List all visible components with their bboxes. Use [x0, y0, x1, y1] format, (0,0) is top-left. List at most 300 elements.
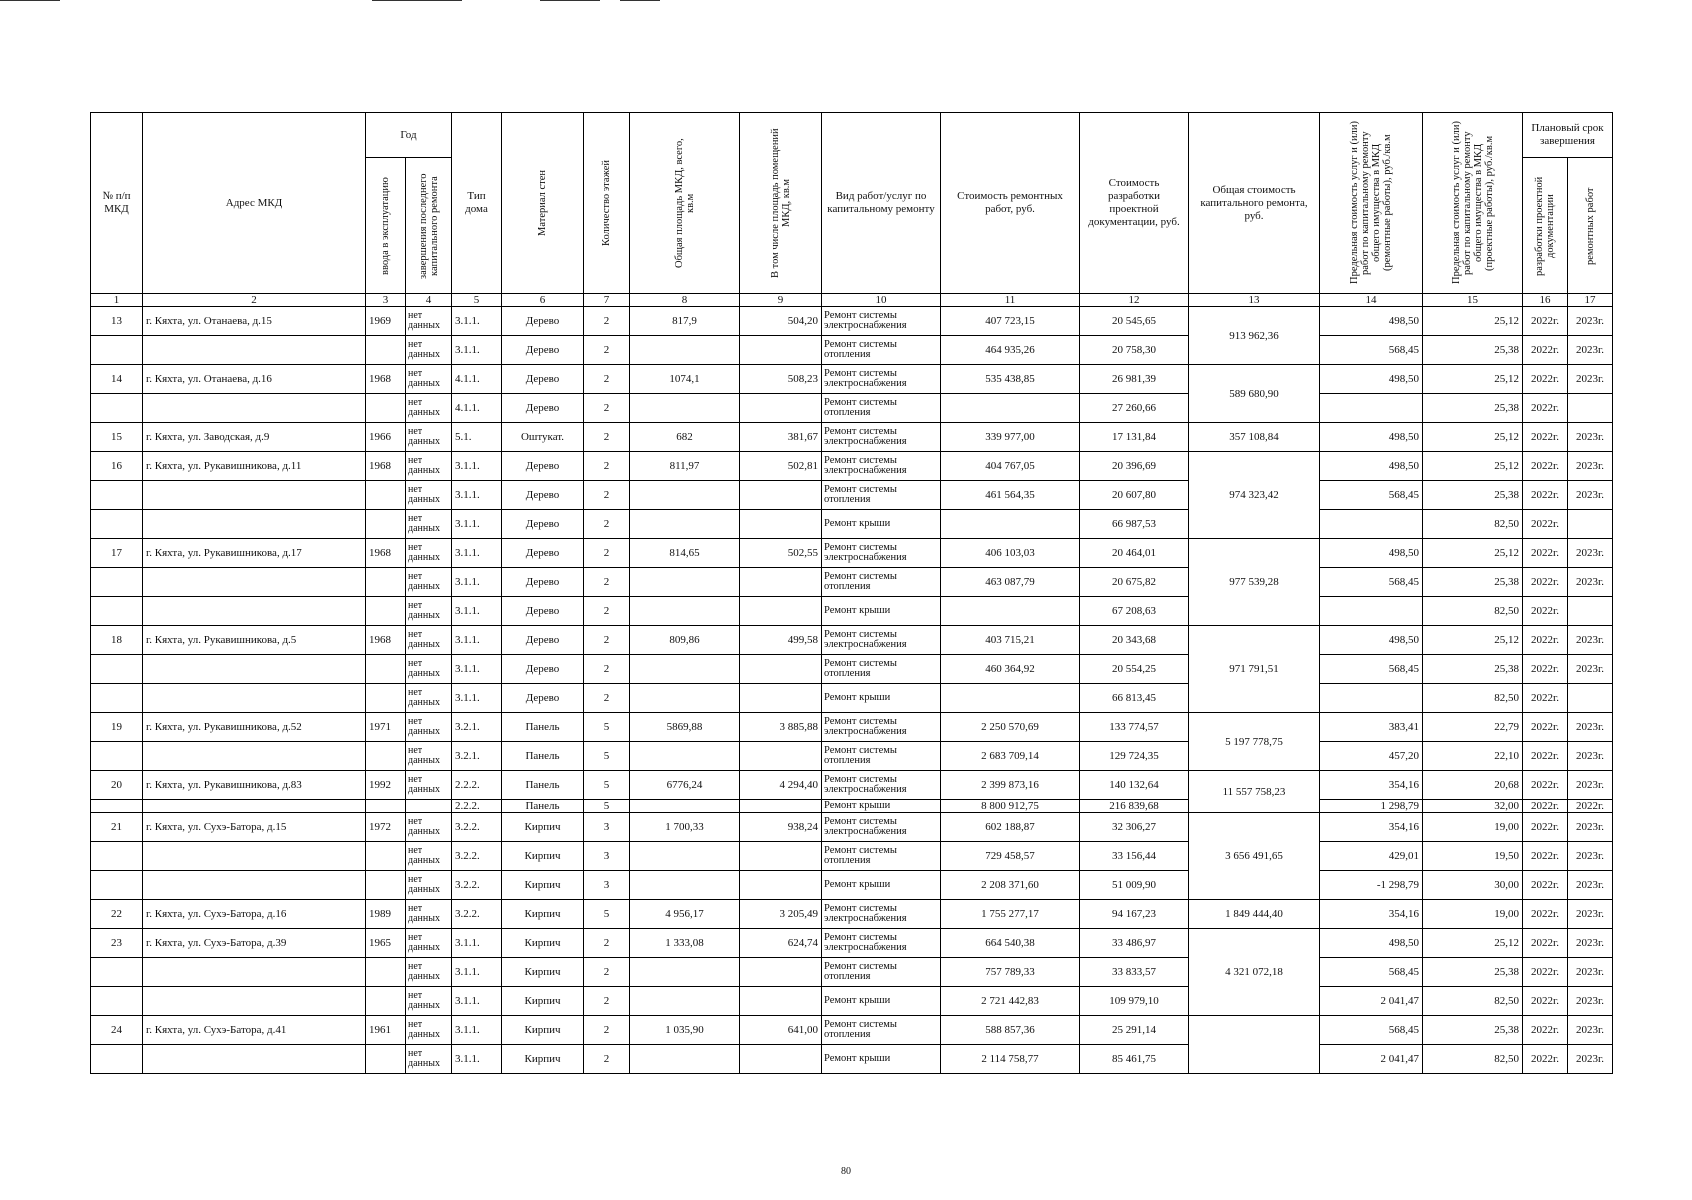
repair-cost [941, 394, 1080, 423]
repair-cost: 2 399 873,16 [941, 771, 1080, 800]
term-repair: 2023г. [1568, 481, 1613, 510]
house-type: 3.1.1. [452, 655, 502, 684]
term-design: 2022г. [1523, 597, 1568, 626]
term-repair: 2023г. [1568, 452, 1613, 481]
term-design: 2022г. [1523, 365, 1568, 394]
total-area [630, 871, 740, 900]
premises-area [740, 568, 822, 597]
term-design: 2022г. [1523, 813, 1568, 842]
header-term-design: разработки проектной документации [1534, 175, 1556, 276]
limit-repair-cost: 498,50 [1320, 626, 1423, 655]
last-repair-year: нет данных [406, 684, 452, 713]
wall-material: Дерево [502, 394, 584, 423]
total-area: 1 700,33 [630, 813, 740, 842]
house-address [143, 742, 366, 771]
column-number: 9 [740, 294, 822, 307]
term-repair: 2023г. [1568, 1016, 1613, 1045]
limit-design-cost: 25,38 [1423, 958, 1523, 987]
repair-cost [941, 684, 1080, 713]
house-address: г. Кяхта, ул. Рукавишникова, д.11 [143, 452, 366, 481]
header-floors: Количество этажей [601, 160, 612, 246]
repair-cost: 2 208 371,60 [941, 871, 1080, 900]
last-repair-year: нет данных [406, 307, 452, 336]
work-type: Ремонт системы отопления [822, 1016, 941, 1045]
work-type: Ремонт системы электроснабжения [822, 423, 941, 452]
repair-cost: 535 438,85 [941, 365, 1080, 394]
wall-material: Дерево [502, 365, 584, 394]
limit-design-cost: 25,12 [1423, 626, 1523, 655]
house-address [143, 597, 366, 626]
last-repair-year: нет данных [406, 987, 452, 1016]
premises-area: 502,55 [740, 539, 822, 568]
house-number [91, 655, 143, 684]
total-repair-cost: 4 321 072,18 [1189, 929, 1320, 1016]
repair-cost [941, 597, 1080, 626]
house-number: 20 [91, 771, 143, 800]
house-number [91, 742, 143, 771]
wall-material: Кирпич [502, 813, 584, 842]
column-number-row [91, 294, 1613, 307]
house-address: г. Кяхта, ул. Рукавишникова, д.83 [143, 771, 366, 800]
commission-year: 1968 [366, 452, 406, 481]
house-type: 3.1.1. [452, 452, 502, 481]
last-repair-year: нет данных [406, 452, 452, 481]
term-repair: 2023г. [1568, 871, 1613, 900]
premises-area: 504,20 [740, 307, 822, 336]
work-type: Ремонт системы отопления [822, 958, 941, 987]
table-row [91, 307, 1613, 336]
commission-year [366, 336, 406, 365]
house-address: г. Кяхта, ул. Рукавишникова, д.17 [143, 539, 366, 568]
term-design: 2022г. [1523, 307, 1568, 336]
repair-cost: 460 364,92 [941, 655, 1080, 684]
term-repair: 2023г. [1568, 987, 1613, 1016]
limit-repair-cost: 354,16 [1320, 771, 1423, 800]
total-area [630, 336, 740, 365]
header-commission-year: ввода в эксплуатацию [380, 176, 391, 275]
header-premises-area: В том числе площадь помещений МКД, кв.м [769, 128, 792, 278]
house-number [91, 684, 143, 713]
term-design: 2022г. [1523, 655, 1568, 684]
house-type: 3.1.1. [452, 307, 502, 336]
design-cost: 20 545,65 [1080, 307, 1189, 336]
repair-cost [941, 510, 1080, 539]
premises-area: 3 205,49 [740, 900, 822, 929]
term-repair: 2023г. [1568, 539, 1613, 568]
column-number: 15 [1423, 294, 1523, 307]
house-address [143, 394, 366, 423]
total-area: 1074,1 [630, 365, 740, 394]
table-row [91, 423, 1613, 452]
design-cost: 133 774,57 [1080, 713, 1189, 742]
table-row [91, 626, 1613, 655]
term-design: 2022г. [1523, 539, 1568, 568]
table-row [91, 452, 1613, 481]
work-type: Ремонт системы отопления [822, 655, 941, 684]
commission-year [366, 800, 406, 813]
table-row [91, 813, 1613, 842]
work-type: Ремонт системы электроснабжения [822, 452, 941, 481]
total-area [630, 655, 740, 684]
house-address: г. Кяхта, ул. Сухэ-Батора, д.39 [143, 929, 366, 958]
total-area [630, 958, 740, 987]
column-number: 11 [941, 294, 1080, 307]
work-type: Ремонт крыши [822, 871, 941, 900]
limit-repair-cost: -1 298,79 [1320, 871, 1423, 900]
term-design: 2022г. [1523, 684, 1568, 713]
last-repair-year: нет данных [406, 958, 452, 987]
limit-design-cost: 25,38 [1423, 394, 1523, 423]
header-design-cost: Стоимость разработки проектной документации, руб. [1080, 113, 1189, 294]
design-cost: 27 260,66 [1080, 394, 1189, 423]
house-address [143, 684, 366, 713]
repair-cost: 2 683 709,14 [941, 742, 1080, 771]
house-number: 24 [91, 1016, 143, 1045]
last-repair-year: нет данных [406, 597, 452, 626]
house-number [91, 987, 143, 1016]
last-repair-year: нет данных [406, 813, 452, 842]
last-repair-year: нет данных [406, 900, 452, 929]
premises-area: 938,24 [740, 813, 822, 842]
last-repair-year: нет данных [406, 771, 452, 800]
total-area: 1 333,08 [630, 929, 740, 958]
total-area [630, 800, 740, 813]
last-repair-year: нет данных [406, 423, 452, 452]
design-cost: 66 813,45 [1080, 684, 1189, 713]
column-number: 17 [1568, 294, 1613, 307]
limit-design-cost: 82,50 [1423, 684, 1523, 713]
wall-material: Оштукат. [502, 423, 584, 452]
header-term-repair: ремонтных работ [1584, 186, 1596, 265]
header-term-group: Плановый срок завершения [1523, 113, 1613, 158]
wall-material: Дерево [502, 655, 584, 684]
house-type: 3.1.1. [452, 597, 502, 626]
table-row [91, 900, 1613, 929]
house-number [91, 394, 143, 423]
house-type: 3.2.1. [452, 713, 502, 742]
work-type: Ремонт системы отопления [822, 394, 941, 423]
commission-year [366, 871, 406, 900]
commission-year [366, 684, 406, 713]
limit-repair-cost: 568,45 [1320, 655, 1423, 684]
repair-table [90, 112, 1613, 1074]
limit-design-cost: 25,38 [1423, 655, 1523, 684]
house-type: 3.1.1. [452, 510, 502, 539]
repair-cost: 339 977,00 [941, 423, 1080, 452]
premises-area [740, 510, 822, 539]
commission-year: 1966 [366, 423, 406, 452]
page-number: 80 [841, 1166, 851, 1177]
wall-material: Панель [502, 742, 584, 771]
house-address: г. Кяхта, ул. Рукавишникова, д.5 [143, 626, 366, 655]
floor-count: 2 [584, 481, 630, 510]
premises-area [740, 481, 822, 510]
house-type: 3.2.2. [452, 842, 502, 871]
total-area [630, 597, 740, 626]
repair-cost: 729 458,57 [941, 842, 1080, 871]
column-number: 10 [822, 294, 941, 307]
design-cost: 20 758,30 [1080, 336, 1189, 365]
table-row [91, 1045, 1613, 1074]
house-number: 17 [91, 539, 143, 568]
column-number: 6 [502, 294, 584, 307]
total-area: 1 035,90 [630, 1016, 740, 1045]
last-repair-year: нет данных [406, 394, 452, 423]
work-type: Ремонт крыши [822, 987, 941, 1016]
limit-design-cost: 25,38 [1423, 568, 1523, 597]
last-repair-year: нет данных [406, 510, 452, 539]
limit-design-cost: 19,00 [1423, 813, 1523, 842]
house-type: 3.2.2. [452, 871, 502, 900]
last-repair-year: нет данных [406, 655, 452, 684]
term-design: 2022г. [1523, 481, 1568, 510]
column-number: 16 [1523, 294, 1568, 307]
repair-cost: 461 564,35 [941, 481, 1080, 510]
premises-area: 641,00 [740, 1016, 822, 1045]
total-area [630, 568, 740, 597]
term-design: 2022г. [1523, 871, 1568, 900]
premises-area [740, 1045, 822, 1074]
house-address [143, 568, 366, 597]
total-area: 682 [630, 423, 740, 452]
premises-area: 4 294,40 [740, 771, 822, 800]
limit-repair-cost: 568,45 [1320, 958, 1423, 987]
house-address: г. Кяхта, ул. Рукавишникова, д.52 [143, 713, 366, 742]
table-row [91, 1016, 1613, 1045]
limit-repair-cost [1320, 394, 1423, 423]
commission-year [366, 958, 406, 987]
house-number: 14 [91, 365, 143, 394]
limit-repair-cost: 568,45 [1320, 568, 1423, 597]
house-address [143, 800, 366, 813]
house-number: 18 [91, 626, 143, 655]
floor-count: 2 [584, 655, 630, 684]
repair-cost: 464 935,26 [941, 336, 1080, 365]
commission-year: 1968 [366, 539, 406, 568]
last-repair-year: нет данных [406, 713, 452, 742]
header-year-group: Год [366, 113, 452, 158]
floor-count: 3 [584, 813, 630, 842]
repair-cost: 2 114 758,77 [941, 1045, 1080, 1074]
floor-count: 2 [584, 1016, 630, 1045]
house-number: 13 [91, 307, 143, 336]
total-area [630, 394, 740, 423]
commission-year: 1971 [366, 713, 406, 742]
premises-area: 624,74 [740, 929, 822, 958]
wall-material: Кирпич [502, 842, 584, 871]
design-cost: 140 132,64 [1080, 771, 1189, 800]
total-repair-cost: 971 791,51 [1189, 626, 1320, 713]
total-area: 809,86 [630, 626, 740, 655]
term-design: 2022г. [1523, 423, 1568, 452]
table-row [91, 336, 1613, 365]
wall-material: Дерево [502, 452, 584, 481]
last-repair-year: нет данных [406, 481, 452, 510]
term-repair: 2023г. [1568, 713, 1613, 742]
term-repair: 2023г. [1568, 307, 1613, 336]
term-design: 2022г. [1523, 568, 1568, 597]
commission-year [366, 987, 406, 1016]
column-number: 12 [1080, 294, 1189, 307]
limit-design-cost: 32,00 [1423, 800, 1523, 813]
commission-year: 1968 [366, 365, 406, 394]
floor-count: 3 [584, 871, 630, 900]
house-type: 2.2.2. [452, 771, 502, 800]
wall-material: Кирпич [502, 929, 584, 958]
house-number: 19 [91, 713, 143, 742]
limit-repair-cost [1320, 597, 1423, 626]
commission-year: 1965 [366, 929, 406, 958]
table-row [91, 481, 1613, 510]
table-row [91, 800, 1613, 813]
last-repair-year: нет данных [406, 842, 452, 871]
limit-repair-cost: 498,50 [1320, 365, 1423, 394]
work-type: Ремонт крыши [822, 1045, 941, 1074]
total-repair-cost: 1 849 444,40 [1189, 900, 1320, 929]
wall-material: Дерево [502, 626, 584, 655]
term-design: 2022г. [1523, 987, 1568, 1016]
floor-count: 5 [584, 800, 630, 813]
term-repair: 2023г. [1568, 336, 1613, 365]
table-row [91, 842, 1613, 871]
house-number: 21 [91, 813, 143, 842]
work-type: Ремонт системы отопления [822, 742, 941, 771]
header-last-repair-year: завершения последнего капитального ремонта [417, 172, 440, 279]
repair-cost: 2 721 442,83 [941, 987, 1080, 1016]
house-number: 23 [91, 929, 143, 958]
floor-count: 2 [584, 365, 630, 394]
design-cost: 32 306,27 [1080, 813, 1189, 842]
design-cost: 109 979,10 [1080, 987, 1189, 1016]
term-design: 2022г. [1523, 626, 1568, 655]
limit-design-cost: 25,12 [1423, 452, 1523, 481]
premises-area [740, 987, 822, 1016]
premises-area: 3 885,88 [740, 713, 822, 742]
floor-count: 5 [584, 713, 630, 742]
floor-count: 2 [584, 336, 630, 365]
term-repair: 2023г. [1568, 958, 1613, 987]
design-cost: 67 208,63 [1080, 597, 1189, 626]
house-number [91, 842, 143, 871]
design-cost: 20 554,25 [1080, 655, 1189, 684]
column-number: 13 [1189, 294, 1320, 307]
commission-year [366, 510, 406, 539]
floor-count: 2 [584, 452, 630, 481]
design-cost: 17 131,84 [1080, 423, 1189, 452]
limit-design-cost: 82,50 [1423, 597, 1523, 626]
header-address: Адрес МКД [143, 113, 366, 294]
premises-area [740, 958, 822, 987]
total-area [630, 842, 740, 871]
limit-repair-cost: 568,45 [1320, 481, 1423, 510]
wall-material: Дерево [502, 307, 584, 336]
total-area: 6776,24 [630, 771, 740, 800]
term-repair: 2023г. [1568, 568, 1613, 597]
commission-year: 1989 [366, 900, 406, 929]
term-repair: 2023г. [1568, 626, 1613, 655]
total-area: 814,65 [630, 539, 740, 568]
house-address: г. Кяхта, ул. Отанаева, д.16 [143, 365, 366, 394]
house-type: 3.1.1. [452, 539, 502, 568]
commission-year: 1961 [366, 1016, 406, 1045]
table-row [91, 568, 1613, 597]
wall-material: Панель [502, 771, 584, 800]
premises-area: 508,23 [740, 365, 822, 394]
term-repair: 2023г. [1568, 929, 1613, 958]
total-area [630, 987, 740, 1016]
limit-repair-cost: 1 298,79 [1320, 800, 1423, 813]
column-number: 8 [630, 294, 740, 307]
last-repair-year: нет данных [406, 1016, 452, 1045]
house-type: 3.2.2. [452, 900, 502, 929]
house-type: 3.1.1. [452, 568, 502, 597]
house-address: г. Кяхта, ул. Заводская, д.9 [143, 423, 366, 452]
commission-year [366, 1045, 406, 1074]
premises-area: 502,81 [740, 452, 822, 481]
wall-material: Дерево [502, 510, 584, 539]
table-row [91, 713, 1613, 742]
term-design: 2022г. [1523, 842, 1568, 871]
house-number: 22 [91, 900, 143, 929]
limit-design-cost: 25,38 [1423, 336, 1523, 365]
term-repair: 2023г. [1568, 742, 1613, 771]
floor-count: 5 [584, 742, 630, 771]
floor-count: 2 [584, 929, 630, 958]
last-repair-year: нет данных [406, 568, 452, 597]
last-repair-year: нет данных [406, 336, 452, 365]
limit-design-cost: 30,00 [1423, 871, 1523, 900]
repair-cost: 664 540,38 [941, 929, 1080, 958]
commission-year [366, 568, 406, 597]
table-row [91, 684, 1613, 713]
work-type: Ремонт системы отопления [822, 481, 941, 510]
table-row [91, 929, 1613, 958]
house-type: 4.1.1. [452, 365, 502, 394]
work-type: Ремонт крыши [822, 800, 941, 813]
limit-repair-cost: 568,45 [1320, 1016, 1423, 1045]
header-total-cost: Общая стоимость капитального ремонта, руб. [1189, 113, 1320, 294]
column-number: 4 [406, 294, 452, 307]
house-type: 3.1.1. [452, 1016, 502, 1045]
term-design: 2022г. [1523, 336, 1568, 365]
design-cost: 216 839,68 [1080, 800, 1189, 813]
total-area [630, 481, 740, 510]
premises-area [740, 742, 822, 771]
wall-material: Дерево [502, 568, 584, 597]
limit-repair-cost: 2 041,47 [1320, 987, 1423, 1016]
term-design: 2022г. [1523, 510, 1568, 539]
floor-count: 2 [584, 307, 630, 336]
total-area [630, 684, 740, 713]
house-number [91, 336, 143, 365]
term-design: 2022г. [1523, 742, 1568, 771]
commission-year [366, 597, 406, 626]
limit-repair-cost: 568,45 [1320, 336, 1423, 365]
premises-area: 381,67 [740, 423, 822, 452]
column-number: 3 [366, 294, 406, 307]
limit-repair-cost: 498,50 [1320, 307, 1423, 336]
repair-cost: 1 755 277,17 [941, 900, 1080, 929]
commission-year: 1968 [366, 626, 406, 655]
work-type: Ремонт системы отопления [822, 842, 941, 871]
term-repair [1568, 510, 1613, 539]
work-type: Ремонт системы электроснабжения [822, 813, 941, 842]
work-type: Ремонт системы электроснабжения [822, 900, 941, 929]
term-repair: 2023г. [1568, 655, 1613, 684]
limit-repair-cost: 383,41 [1320, 713, 1423, 742]
limit-design-cost: 22,79 [1423, 713, 1523, 742]
repair-cost: 8 800 912,75 [941, 800, 1080, 813]
